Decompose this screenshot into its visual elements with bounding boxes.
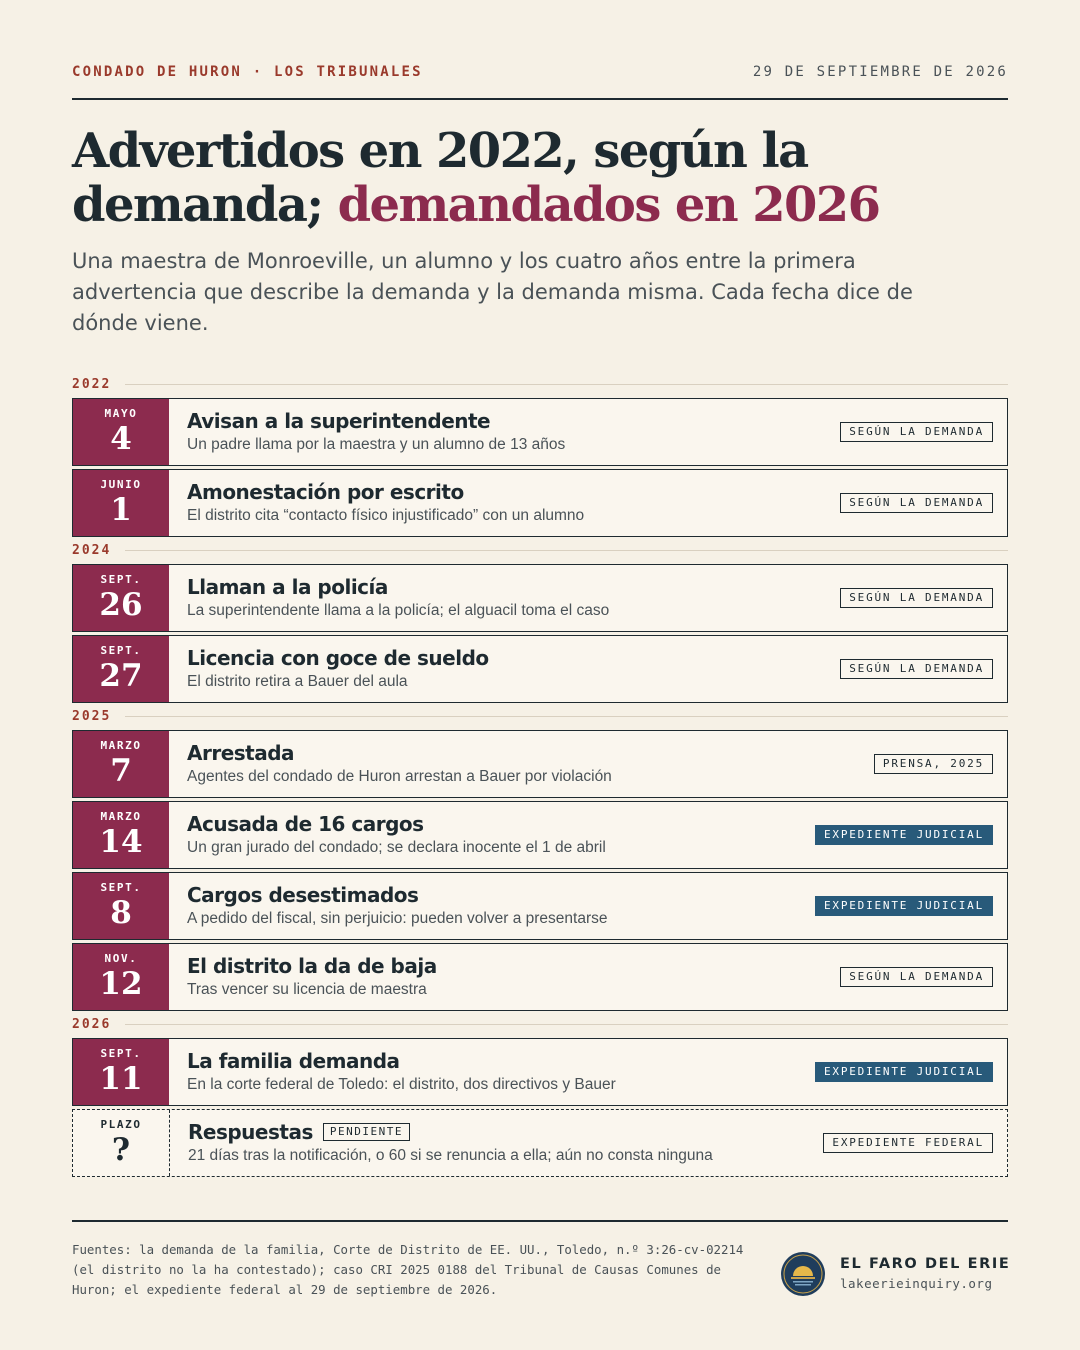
date-box [73, 565, 169, 631]
event-title-row [187, 1049, 815, 1073]
event-description: Un padre llama por la maestra y un alumno de 13 años [187, 436, 566, 453]
date-box [73, 470, 169, 536]
event-content [169, 944, 840, 1010]
publication-date: 29 DE SEPTIEMBRE DE 2026 [752, 64, 1008, 80]
source-badge: SEGÚN LA DEMANDA [840, 422, 993, 442]
event-day: 26 [99, 587, 143, 623]
event-content [169, 1039, 815, 1105]
event-day: 4 [110, 421, 132, 457]
event-month: SEPT. [100, 1047, 142, 1060]
event-month: MARZO [100, 739, 142, 752]
lighthouse-sun-logo-icon [780, 1251, 826, 1297]
date-box [73, 1110, 170, 1176]
event-day: 8 [110, 895, 132, 931]
section-kicker: CONDADO DE HURON · LOS TRIBUNALES [72, 64, 423, 80]
event-title: Llaman a la policía [187, 575, 388, 599]
event-month: PLAZO [100, 1118, 142, 1131]
year-row [72, 374, 1008, 394]
brand-name: EL FARO DEL ERIE [840, 1256, 1011, 1272]
source-badge: EXPEDIENTE JUDICIAL [815, 1062, 993, 1082]
timeline-event [72, 730, 1008, 798]
event-title-row [187, 575, 840, 599]
source-badge: SEGÚN LA DEMANDA [840, 588, 993, 608]
event-description: El distrito retira a Bauer del aula [187, 673, 408, 690]
dek: Una maestra de Monroeville, un alumno y los cuatro años entre la primera advertencia que describe la demanda y la demanda misma. Cada fecha dice de dónde viene. [72, 249, 913, 335]
event-description: La superintendente llama a la policía; el alguacil toma el caso [187, 602, 610, 619]
date-box [73, 873, 169, 939]
event-title: La familia demanda [187, 1049, 400, 1073]
year-label: 2024 [72, 542, 112, 558]
event-title-row [187, 954, 840, 978]
event-title-row [187, 409, 840, 433]
headline-part-2: demandados en 2026 [337, 177, 880, 233]
event-title: Licencia con goce de sueldo [187, 646, 489, 670]
event-title-row [187, 741, 874, 765]
event-day: 11 [99, 1061, 143, 1097]
event-content [169, 802, 815, 868]
year-row [72, 540, 1008, 560]
timeline-event [72, 469, 1008, 537]
year-divider [125, 384, 1008, 385]
event-month: SEPT. [100, 881, 142, 894]
event-title-row [187, 480, 840, 504]
event-title: Amonestación por escrito [187, 480, 464, 504]
source-badge: SEGÚN LA DEMANDA [840, 967, 993, 987]
event-title-row [188, 1120, 823, 1144]
event-month: JUNIO [100, 478, 142, 491]
event-title: Respuestas [188, 1120, 313, 1144]
event-description: Un gran jurado del condado; se declara inocente el 1 de abril [187, 839, 606, 856]
year-row [72, 1014, 1008, 1034]
event-month: NOV. [104, 952, 138, 965]
event-title: Cargos desestimados [187, 883, 419, 907]
event-content [169, 636, 840, 702]
event-content [169, 873, 815, 939]
event-month: MARZO [100, 810, 142, 823]
sources-footnote: Fuentes: la demanda de la familia, Corte de Distrito de EE. UU., Toledo, n.º 3:26-cv-02214 (el distrito no la ha contestado); caso CRI 2025 0188 del Tribunal de Causas Comunes de Huron; el expediente federal al 29 de septiembre de 2026. [72, 1242, 744, 1297]
year-label: 2026 [72, 1016, 112, 1032]
event-month: MAYO [104, 407, 138, 420]
event-content [170, 1110, 823, 1176]
source-badge: PRENSA, 2025 [874, 754, 993, 774]
timeline-event [72, 1038, 1008, 1106]
year-divider [125, 716, 1008, 717]
source-badge: EXPEDIENTE JUDICIAL [815, 896, 993, 916]
timeline [72, 374, 1008, 1180]
top-bar [72, 64, 1008, 80]
event-day: ? [111, 1132, 131, 1168]
event-description: Tras vencer su licencia de maestra [187, 981, 427, 998]
event-day: 7 [110, 753, 132, 789]
timeline-event [72, 635, 1008, 703]
source-badge: EXPEDIENTE JUDICIAL [815, 825, 993, 845]
event-title: El distrito la da de baja [187, 954, 437, 978]
headline [72, 124, 1022, 232]
source-badge: EXPEDIENTE FEDERAL [823, 1133, 993, 1153]
event-description: A pedido del fiscal, sin perjuicio: pueden volver a presentarse [187, 910, 608, 927]
event-description: En la corte federal de Toledo: el distrito, dos directivos y Bauer [187, 1076, 616, 1093]
date-box [73, 944, 169, 1010]
bottom-divider [72, 1220, 1008, 1222]
year-divider [125, 1024, 1008, 1025]
timeline-event [72, 398, 1008, 466]
event-day: 27 [99, 658, 143, 694]
event-title-row [187, 883, 815, 907]
event-title-row [187, 812, 815, 836]
headline-part-1: Advertidos en 2022, según la demanda; [72, 123, 808, 233]
date-box [73, 802, 169, 868]
timeline-event [72, 943, 1008, 1011]
event-title: Arrestada [187, 741, 295, 765]
top-divider [72, 98, 1008, 100]
event-month: SEPT. [100, 644, 142, 657]
event-content [169, 470, 840, 536]
event-title-row [187, 646, 840, 670]
brand-text [840, 1255, 1010, 1293]
date-box [73, 1039, 169, 1105]
year-label: 2025 [72, 708, 112, 724]
event-day: 12 [99, 966, 143, 1002]
source-badge: SEGÚN LA DEMANDA [840, 659, 993, 679]
year-divider [125, 550, 1008, 551]
status-badge: PENDIENTE [323, 1123, 410, 1141]
date-box [73, 731, 169, 797]
timeline-event [72, 872, 1008, 940]
event-content [169, 399, 840, 465]
date-box [73, 636, 169, 702]
event-title: Acusada de 16 cargos [187, 812, 424, 836]
source-badge: SEGÚN LA DEMANDA [840, 493, 993, 513]
year-label: 2022 [72, 376, 112, 392]
brand-url[interactable]: lakeerieinquiry.org [840, 1276, 993, 1291]
event-content [169, 731, 874, 797]
event-description: 21 días tras la notificación, o 60 si se renuncia a ella; aún no consta ninguna [188, 1147, 713, 1164]
event-day: 1 [110, 492, 132, 528]
event-day: 14 [99, 824, 143, 860]
brand [780, 1251, 1010, 1297]
event-description: Agentes del condado de Huron arrestan a Bauer por violación [187, 768, 612, 785]
event-month: SEPT. [100, 573, 142, 586]
date-box [73, 399, 169, 465]
event-description: El distrito cita “contacto físico injustificado” con un alumno [187, 507, 585, 524]
timeline-event [72, 564, 1008, 632]
timeline-event [72, 801, 1008, 869]
year-row [72, 706, 1008, 726]
event-title: Avisan a la superintendente [187, 409, 491, 433]
event-content [169, 565, 840, 631]
timeline-event [72, 1109, 1008, 1177]
